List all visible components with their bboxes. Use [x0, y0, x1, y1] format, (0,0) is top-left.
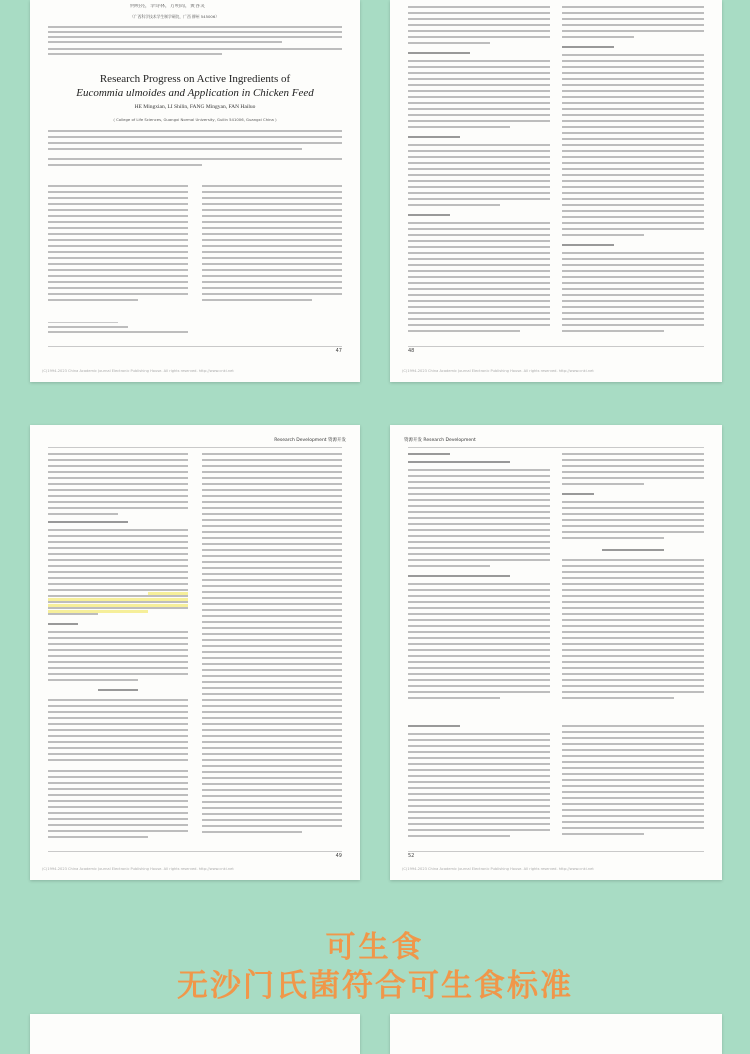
banner-subheadline: 无沙门氏菌符合可生食标准 [177, 968, 573, 1004]
copyright-footer: (C)1994-2023 China Academic Journal Electronic Publishing House. All rights reserved. http://www.cnki.net [42, 369, 234, 373]
reference-list [202, 453, 342, 845]
journal-page-1 [30, 0, 360, 382]
body-column-left [408, 6, 550, 336]
reference-list-left [408, 725, 550, 843]
journal-page-2 [390, 0, 722, 382]
article-title: Research Progress on Active Ingredients of Eucommia ulmoides and Application in Chicken Feed [76, 73, 314, 99]
abstract-en [48, 130, 342, 178]
running-header: 资源开发 Research Development [404, 438, 476, 443]
journal-page-3 [30, 425, 360, 880]
page-number: 52 [408, 853, 415, 859]
body-column-right [202, 185, 342, 315]
footnote-rule [48, 322, 118, 323]
journal-page-6-partial [390, 1014, 722, 1054]
authors-en: HE Mingxian, LI Shilin, FANG Mingyan, FAN Hailuo [134, 104, 256, 110]
journal-page-5-partial [30, 1014, 360, 1054]
header-rule [408, 447, 704, 448]
page-footer-rule [48, 851, 342, 852]
affiliation-cn: （广西科学技术学生制学研院，广西 柳州 545006） [130, 14, 220, 19]
body-column-right [562, 6, 704, 336]
page-number: 47 [335, 348, 342, 354]
page-footer-rule [48, 346, 342, 347]
running-header: Research Development 资源开发 [274, 438, 346, 443]
body-column-left [48, 453, 188, 763]
journal-page-4 [390, 425, 722, 880]
body-column-left [408, 453, 550, 718]
page-footer-rule [408, 346, 704, 347]
copyright-footer: (C)1994-2023 China Academic Journal Electronic Publishing House. All rights reserved. http://www.cnki.net [402, 369, 594, 373]
page-footer-rule [408, 851, 704, 852]
authors-cn: 何明亮，李诗林，方明周，黄容灵 [130, 4, 206, 9]
copyright-footer: (C)1994-2023 China Academic Journal Electronic Publishing House. All rights reserved. http://www.cnki.net [42, 867, 234, 871]
banner-headline: 可生食 [325, 930, 425, 965]
page-number: 48 [408, 348, 415, 354]
header-rule [48, 447, 342, 448]
body-column-left [48, 185, 188, 315]
affiliation-en: ( College of Life Sciences, Guangxi Normal University, Guilin 541006, Guangxi China ) [113, 117, 277, 122]
body-column-right [562, 453, 704, 718]
footnote [48, 326, 188, 338]
page-number: 49 [335, 853, 342, 859]
copyright-footer: (C)1994-2023 China Academic Journal Electronic Publishing House. All rights reserved. http://www.cnki.net [402, 867, 594, 871]
reference-list-right [562, 725, 704, 843]
reference-list-left [48, 770, 188, 845]
abstract-cn [48, 26, 342, 62]
